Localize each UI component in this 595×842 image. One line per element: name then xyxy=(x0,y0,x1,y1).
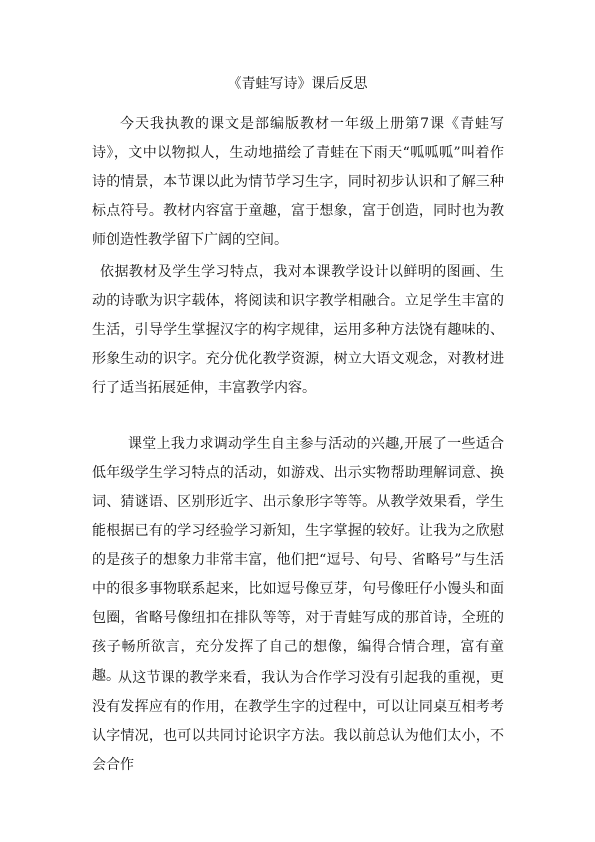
paragraph-3: 课堂上我力求调动学生自主参与活动的兴趣,开展了一些适合低年级学生学习特点的活动，如游戏、出示实物帮助理解词意、换词、猜谜语、区别形近字、出示象形字等等。从教学效果看，学生能根据已有的学习经验学习新知，生字掌握的较好。让我为之欣慰的是孩子的想象力非常丰富，他们把“逗号、句号、省略号”与生活中的很多事物联系起来，比如逗号像豆芽，句号像旺仔小馒头和面包圈，省略号像纽扣在排队等等，对于青蛙写成的那首诗，全班的孩子畅所欲言，充分发挥了自己的想像，编得合情合理，富有童趣。 xyxy=(92,436,504,684)
paragraph-2: 依据教材及学生学习特点，我对本课教学设计以鲜明的图画、生动的诗歌为识字载体，将阅读和识字教学相融合。立足学生丰富的生活，引导学生掌握汉字的构字规律，运用多种方法饶有趣味的、形象生动的识字。充分优化教学资源，树立大语文观念，对教材进行了适当拓展延伸，丰富教学内容。 xyxy=(92,264,504,396)
paragraph-1: 今天我执教的课文是部编版教材一年级上册第7课《青蛙写诗》，文中以物拟人，生动地描绘了青蛙在下雨天“呱呱呱”叫着作诗的情景，本节课以此为情节学习生字，同时初步认识和了解三种标点符号。教材内容富于童趣，富于想象，富于创造，同时也为教师创造性教学留下广阔的空间。 xyxy=(92,116,504,248)
document-title: 《青蛙写诗》课后反思 xyxy=(227,76,368,92)
paragraph-4: 从这节课的教学来看，我认为合作学习没有引起我的重视，更没有发挥应有的作用，在教学生字的过程中，可以让同桌互相考考认字情况，也可以共同讨论识字方法。我以前总认为他们太小，不会合作 xyxy=(92,670,504,773)
